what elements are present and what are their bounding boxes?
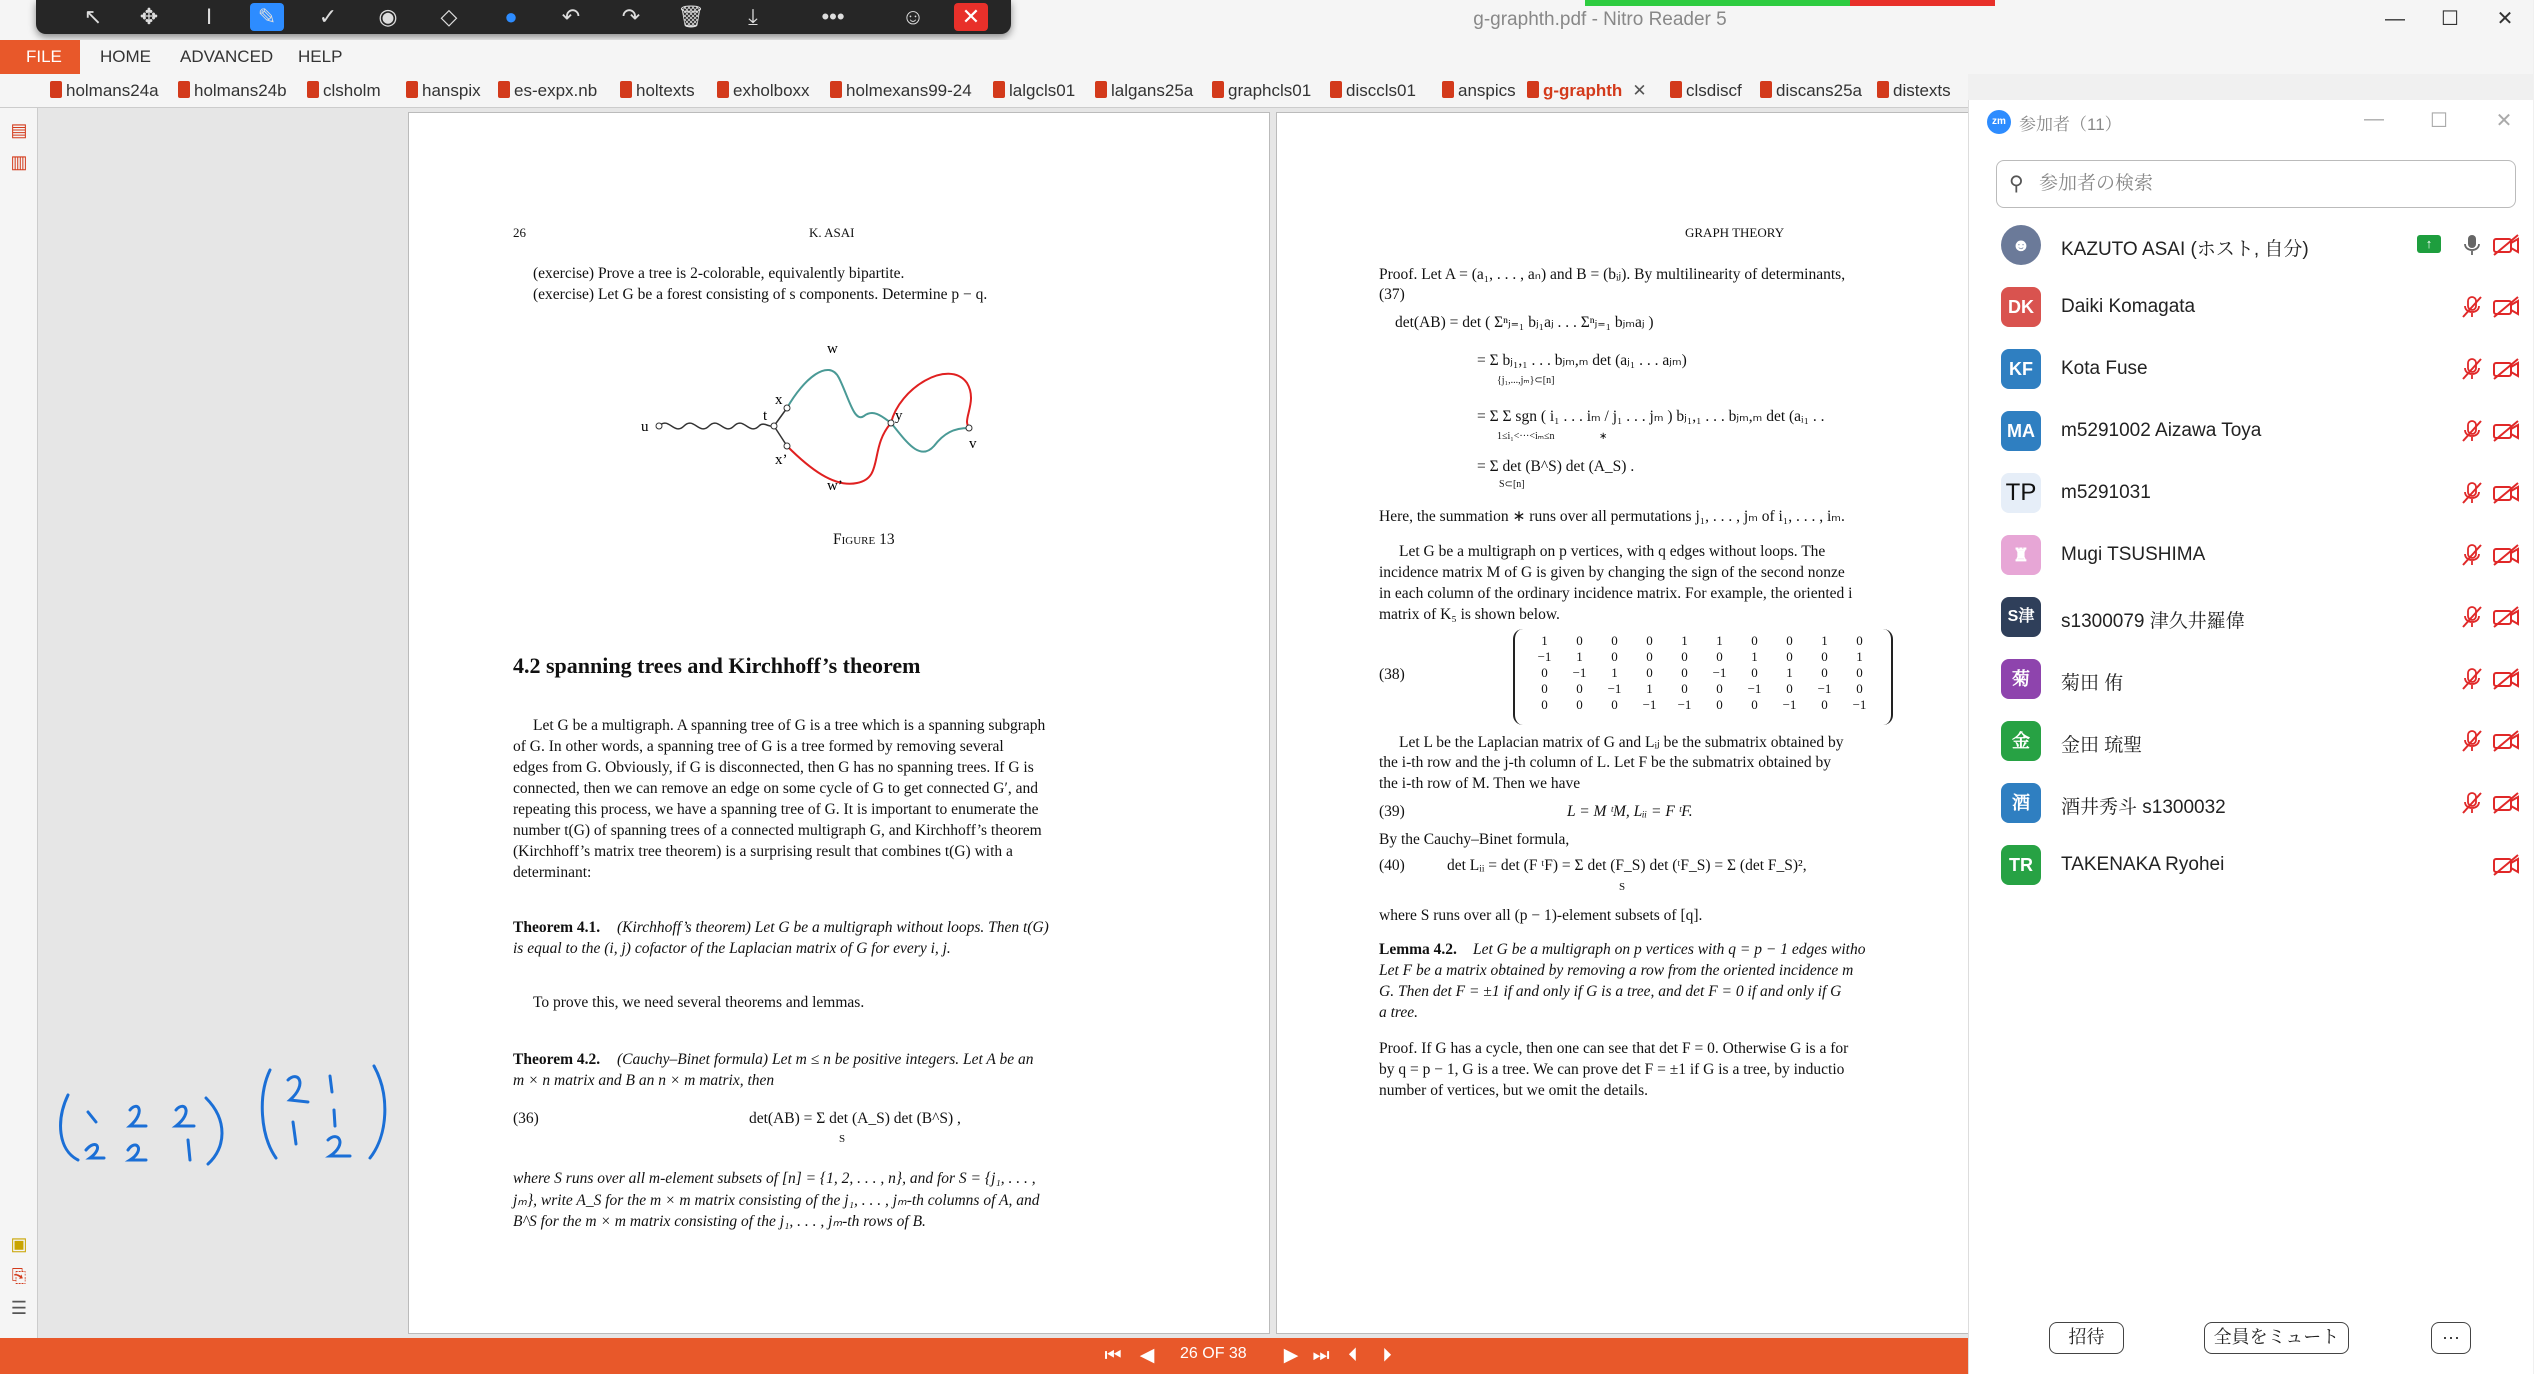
running-head: K. ASAI — [809, 225, 855, 240]
select-arrow-icon[interactable]: ↖ — [83, 4, 103, 29]
theorem-4-1-head: Theorem 4.1. — [513, 919, 601, 936]
para3-line: the i-th row and the j-th column of L. Let F be the submatrix obtained by — [1379, 754, 1831, 771]
vertex-xp — [784, 443, 790, 449]
matrix-cell: 0 — [1681, 681, 1688, 696]
download-icon[interactable]: ⤓ — [748, 4, 758, 29]
theorem-4-2-head: Theorem 4.2. — [513, 1051, 601, 1068]
document-tabs — [0, 74, 1968, 108]
pdf-file-icon — [1760, 81, 1772, 98]
vertex-x — [784, 405, 790, 411]
pdf-page-right — [1276, 112, 1976, 1334]
matrix-cell: 0 — [1646, 649, 1653, 664]
participant-row[interactable] — [1969, 338, 2534, 400]
edge-t-xp — [774, 426, 787, 446]
attachments-icon[interactable]: ⎘ — [11, 1266, 27, 1286]
vertex-t — [771, 423, 777, 429]
para1-line: connected, then we can remove an edge on some cycle of G to get connected G′, and — [513, 780, 1039, 797]
matrix-cell: −1 — [1852, 697, 1867, 712]
eq37-sub: S⊂[n] — [1499, 479, 1525, 490]
theorem-4-1-line: is equal to the (i, j) cofactor of the Laplacian matrix of G for every i, j. — [513, 940, 951, 957]
where-line: B^S for the m × m matrix consisting of the j₁, . . . , jₘ-th rows of B. — [513, 1213, 926, 1230]
para2-line: in each column of the ordinary incidence matrix. For example, the oriented i — [1379, 585, 1853, 602]
matrix-cell: 0 — [1856, 633, 1863, 648]
para1-line: of G. In other words, a spanning tree of G is a tree formed by removing several — [513, 738, 1004, 755]
color-icon[interactable]: ● — [504, 4, 518, 29]
incidence-matrix — [1513, 629, 1893, 725]
theorem-4-2-line: (Cauchy–Binet formula) Let m ≤ n be positive integers. Let A be an — [617, 1051, 1034, 1068]
where-s-text: where S runs over all (p − 1)-element subsets of [q]. — [1379, 907, 1703, 924]
menu-advanced[interactable]: ADVANCED — [180, 47, 274, 66]
eq39-formula: L = M ᵗM, Lᵢᵢ = F ᵗF. — [1567, 803, 1693, 820]
matrix-cell: −1 — [1572, 665, 1587, 680]
matrix-table — [1527, 633, 1877, 713]
figure-13-graph — [629, 338, 977, 494]
matrix-row — [1527, 665, 1877, 681]
label-w: w — [827, 341, 838, 357]
move-icon[interactable]: ✥ — [139, 4, 159, 29]
figure-caption: Figure 13 — [833, 531, 895, 548]
close-button[interactable]: ✕ — [2496, 8, 2514, 30]
matrix-cell: 0 — [1821, 697, 1828, 712]
text-cursor-icon[interactable]: I — [205, 4, 213, 29]
eq37-sub: 1≤i₁<···<iₘ≤n — [1497, 431, 1555, 442]
video-off-icon[interactable] — [2491, 294, 2521, 320]
mic-muted-icon[interactable] — [2459, 666, 2485, 692]
redo-icon[interactable]: ↷ — [621, 4, 641, 29]
matrix-cell: 0 — [1611, 697, 1618, 712]
video-off-icon[interactable] — [2491, 604, 2521, 630]
avatar: 金 — [2001, 721, 2041, 761]
label-xp: x’ — [775, 452, 788, 468]
pdf-file-icon — [178, 81, 190, 98]
handwritten-ink-annotation — [38, 1040, 398, 1170]
avatar: ♜ — [2001, 535, 2041, 575]
participant-name: m5291031 — [2061, 482, 2151, 503]
matrix-cell: 1 — [1541, 633, 1548, 648]
check-icon[interactable]: ✓ — [318, 4, 338, 29]
mic-muted-icon[interactable] — [2459, 542, 2485, 568]
participant-row[interactable] — [1969, 400, 2534, 462]
pdf-file-icon — [498, 81, 510, 98]
participant-row[interactable] — [1969, 586, 2534, 648]
participant-row[interactable] — [1969, 710, 2534, 772]
matrix-cell: 1 — [1821, 633, 1828, 648]
red-path-y-v — [891, 374, 971, 428]
matrix-row — [1527, 681, 1877, 697]
pdf-file-icon — [1330, 81, 1342, 98]
matrix-cell: 0 — [1716, 649, 1723, 664]
eq40-subscript: S — [1619, 881, 1626, 893]
avatar: TR — [2001, 845, 2041, 885]
tab-g-graphth[interactable]: g-graphth ✕ — [1527, 78, 1647, 104]
tab-anspics[interactable]: anspics — [1442, 78, 1516, 104]
label-t: t — [763, 408, 768, 424]
video-off-icon[interactable] — [2491, 542, 2521, 568]
pdf-file-icon — [620, 81, 632, 98]
eq37-number: (37) — [1379, 286, 1405, 303]
matrix-cell: 0 — [1786, 649, 1793, 664]
teal-path-y-v — [891, 423, 969, 452]
eq37-sub: {j₁,...,jₘ}⊂[n] — [1497, 375, 1555, 386]
tab-holmexans99-24[interactable]: holmexans99-24 — [830, 78, 972, 104]
matrix-row — [1527, 649, 1877, 665]
label-y: y — [895, 408, 903, 424]
video-off-icon[interactable] — [2491, 728, 2521, 754]
eq37-line: det(AB) = det ( Σⁿⱼ₌₁ bⱼ₁aⱼ . . . Σⁿⱼ₌₁ bⱼₘaⱼ ) — [1395, 314, 1654, 331]
matrix-cell: 1 — [1576, 649, 1583, 664]
panel-maximize-button[interactable]: ☐ — [2430, 110, 2448, 132]
para2-line: incidence matrix M of G is given by changing the sign of the second nonze — [1379, 564, 1845, 581]
avatar: DK — [2001, 287, 2041, 327]
video-off-icon[interactable] — [2491, 666, 2521, 692]
tab-clsdiscf[interactable]: clsdiscf — [1670, 78, 1742, 104]
comments-icon[interactable]: ▣ — [10, 1234, 28, 1254]
maximize-button[interactable]: ☐ — [2441, 8, 2459, 30]
eq39-number: (39) — [1379, 803, 1405, 820]
wavy-edge-u-t — [659, 423, 774, 429]
participant-name: Mugi TSUSHIMA — [2061, 544, 2206, 565]
matrix-cell: 1 — [1786, 665, 1793, 680]
lemma-line: a tree. — [1379, 1004, 1419, 1021]
matrix-cell: 0 — [1576, 681, 1583, 696]
label-u: u — [641, 419, 649, 435]
matrix-cell: 0 — [1716, 681, 1723, 696]
proof2-line: Proof. If G has a cycle, then one can see that det F = 0. Otherwise G is a for — [1379, 1040, 1849, 1057]
lemma-4-2-head: Lemma 4.2. — [1379, 941, 1457, 958]
matrix-cell: −1 — [1817, 681, 1832, 696]
matrix-cell: 0 — [1681, 649, 1688, 664]
avatar: ☻ — [2001, 225, 2041, 265]
participant-name: KAZUTO ASAI (ホスト, 自分) — [2061, 239, 2309, 260]
para3-line: Let L be the Laplacian matrix of G and Lᵢⱼ be the submatrix obtained by — [1399, 734, 1844, 751]
avatar: 菊 — [2001, 659, 2041, 699]
label-wp: w’ — [827, 478, 843, 494]
label-x: x — [775, 392, 783, 408]
panel-title: 参加者（11） — [2019, 115, 2122, 134]
matrix-cell: 0 — [1541, 665, 1548, 680]
matrix-cell: 0 — [1751, 665, 1758, 680]
pdf-file-icon — [993, 81, 1005, 98]
invite-button[interactable]: 招待 — [2049, 1322, 2124, 1354]
pdf-file-icon — [1095, 81, 1107, 98]
mic-muted-icon[interactable] — [2459, 728, 2485, 754]
matrix-cell: 1 — [1716, 633, 1723, 648]
mute-all-button[interactable]: 全員をミュート — [2204, 1322, 2349, 1354]
para3-line: the i-th row of M. Then we have — [1379, 775, 1581, 792]
participant-row[interactable] — [1969, 648, 2534, 710]
video-off-icon[interactable] — [2491, 356, 2521, 382]
tab-distexts[interactable]: distexts — [1877, 78, 1951, 104]
pdf-file-icon — [1212, 81, 1224, 98]
eq37-line: = Σ bⱼ₁,₁ . . . bⱼₘ,ₘ det (aⱼ₁ . . . aⱼₘ) — [1477, 352, 1687, 369]
pdf-file-icon — [830, 81, 842, 98]
eq37-line: = Σ det (B^S) det (A_S) . — [1477, 458, 1635, 475]
matrix-cell: 0 — [1786, 633, 1793, 648]
matrix-cell: 1 — [1681, 633, 1688, 648]
matrix-cell: 0 — [1681, 665, 1688, 680]
exercise-1: (exercise) Prove a tree is 2-colorable, equivalently bipartite. — [533, 265, 905, 282]
mic-muted-icon[interactable] — [2459, 356, 2485, 382]
avatar: TP — [2001, 473, 2041, 513]
summation-text: Here, the summation ∗ runs over all permutations j₁, . . . , jₘ of i₁, . . . , iₘ. — [1379, 508, 1845, 525]
close-tab-icon[interactable]: ✕ — [1632, 81, 1647, 100]
more-icon[interactable]: ••• — [821, 4, 845, 29]
screen-share-icon: ↑ — [2417, 235, 2441, 253]
matrix-cell: 1 — [1611, 665, 1618, 680]
eq37-line: = Σ Σ sgn ( i₁ . . . iₘ / j₁ . . . jₘ ) bⱼ₁,₁ . . . bⱼₘ,ₘ det (aᵢ₁ . . — [1477, 408, 1825, 425]
page-number: 26 — [513, 225, 526, 240]
matrix-cell: 1 — [1751, 649, 1758, 664]
mic-on-icon[interactable] — [2459, 232, 2485, 258]
status-bar — [0, 1338, 1968, 1374]
panel-minimize-button[interactable]: — — [2364, 108, 2384, 130]
label-v: v — [969, 436, 977, 452]
participant-name: 酒井秀斗 s1300032 — [2061, 797, 2226, 818]
tab-holmans24b[interactable]: holmans24b — [178, 78, 287, 104]
participant-search-input[interactable] — [1996, 160, 2516, 208]
mic-muted-icon[interactable] — [2459, 480, 2485, 506]
matrix-cell: 0 — [1786, 681, 1793, 696]
matrix-row — [1527, 697, 1877, 713]
participant-row[interactable] — [1969, 772, 2534, 834]
participant-name: TAKENAKA Ryohei — [2061, 854, 2225, 875]
para1-line: edges from G. Obviously, if G is disconnected, then G has no spanning trees. If G is — [513, 759, 1034, 776]
matrix-cell: 0 — [1541, 681, 1548, 696]
proof-line: Proof. Let A = (a₁, . . . , aₙ) and B = (bᵢⱼ). By multilinearity of determinants, — [1379, 266, 1846, 283]
last-page-icon[interactable]: ⏭ — [1312, 1345, 1330, 1366]
para1-line: number t(G) of spanning trees of a connected multigraph G, and Kirchhoff’s theorem — [513, 822, 1042, 839]
zoom-logo-icon: zm — [1987, 110, 2011, 134]
back-view-icon[interactable]: ⏴ — [1348, 1345, 1358, 1366]
minimize-button[interactable]: — — [2385, 8, 2405, 30]
exercise-2: (exercise) Let G be a forest consisting of s components. Determine p − q. — [533, 286, 988, 303]
para1-line: repeating this process, we have a spanning tree of G. It is important to enumerate the — [513, 801, 1039, 818]
pdf-file-icon — [50, 81, 62, 98]
search-placeholder: 参加者の検索 — [2039, 173, 2154, 194]
lemma-line: Let F be a matrix obtained by removing a row from the oriented incidence m — [1379, 962, 1854, 979]
forward-view-icon[interactable]: ⏵ — [1382, 1345, 1392, 1366]
mic-muted-icon[interactable] — [2459, 790, 2485, 816]
tab-graphcls01[interactable]: graphcls01 — [1212, 78, 1311, 104]
section-heading: 4.2 spanning trees and Kirchhoff’s theorem — [513, 653, 921, 678]
pdf-file-icon — [1877, 81, 1889, 98]
para1-line: (Kirchhoff’s matrix tree theorem) is a surprising result that combines t(G) with a — [513, 843, 1013, 860]
tab-lalgans25a[interactable]: lalgans25a — [1095, 78, 1193, 104]
to-prove-text: To prove this, we need several theorems and lemmas. — [533, 994, 865, 1011]
matrix-cell: 0 — [1856, 665, 1863, 680]
matrix-cell: −1 — [1537, 649, 1552, 664]
lemma-line: Let G be a multigraph on p vertices with q = p − 1 edges witho — [1473, 941, 1866, 958]
video-off-icon[interactable] — [2491, 232, 2521, 258]
more-options-button[interactable]: ··· — [2431, 1322, 2471, 1354]
window-title: g-graphth.pdf - Nitro Reader 5 — [1473, 9, 1727, 30]
tab-holtexts[interactable]: holtexts — [620, 78, 695, 104]
mic-muted-icon[interactable] — [2459, 418, 2485, 444]
theorem-4-1-line: (Kirchhoff’s theorem) Let G be a multigraph without loops. Then t(G) — [617, 919, 1049, 936]
video-off-icon[interactable] — [2491, 852, 2521, 878]
matrix-cell: 0 — [1751, 633, 1758, 648]
matrix-cell: 0 — [1821, 649, 1828, 664]
participant-row[interactable] — [1969, 462, 2534, 524]
avatar: S津 — [2001, 597, 2041, 637]
eq37-sub: ∗ — [1599, 431, 1608, 442]
eq40-number: (40) — [1379, 857, 1405, 874]
mic-muted-icon[interactable] — [2459, 604, 2485, 630]
cauchy-binet-text: By the Cauchy–Binet formula, — [1379, 831, 1570, 848]
tab-exholboxx[interactable]: exholboxx — [717, 78, 810, 104]
next-page-icon[interactable]: ▶ — [1283, 1345, 1299, 1366]
prev-page-icon[interactable]: ◀ — [1139, 1345, 1155, 1366]
where-line: where S runs over all m-element subsets of [n] = {1, 2, . . . , n}, and for S = {j₁, . . . , — [513, 1170, 1036, 1187]
matrix-cell: −1 — [1712, 665, 1727, 680]
pdf-file-icon — [1670, 81, 1682, 98]
eraser-icon[interactable]: ◇ — [440, 4, 458, 29]
eq40-formula: det Lᵢᵢ = det (F ᵗF) = Σ det (F_S) det (ᵗF_S) = Σ (det F_S)², — [1447, 857, 1807, 874]
ribbon-menu — [0, 40, 2533, 74]
undo-icon[interactable]: ↶ — [561, 4, 581, 29]
video-off-icon[interactable] — [2491, 480, 2521, 506]
eq36-subscript: S — [839, 1133, 846, 1145]
teal-path-w — [787, 370, 891, 423]
where-line: jₘ}, write A_S for the m × m matrix consisting of the j₁, . . . , jₘ-th columns of A, and — [513, 1192, 1040, 1209]
matrix-cell: 0 — [1541, 697, 1548, 712]
matrix-cell: 0 — [1576, 633, 1583, 648]
matrix-cell: 0 — [1751, 697, 1758, 712]
matrix-cell: 0 — [1716, 697, 1723, 712]
matrix-cell: 0 — [1576, 697, 1583, 712]
matrix-cell: 0 — [1821, 665, 1828, 680]
matrix-cell: 0 — [1856, 681, 1863, 696]
delete-icon[interactable]: 🗑 — [677, 4, 705, 29]
menu-file[interactable]: FILE — [0, 40, 80, 74]
tab-disccls01[interactable]: disccls01 — [1330, 78, 1416, 104]
participant-row[interactable] — [1969, 524, 2534, 586]
stamp-icon[interactable]: ◉ — [378, 4, 398, 29]
participant-name: 金田 琉聖 — [2061, 735, 2143, 756]
participant-row[interactable] — [1969, 214, 2534, 276]
eq36-formula: det(AB) = Σ det (A_S) det (B^S) , — [749, 1110, 961, 1127]
tab-discans25a[interactable]: discans25a — [1760, 78, 1862, 104]
pdf-file-icon — [307, 81, 319, 98]
lemma-line: G. Then det F = ±1 if and only if G is a tree, and det F = 0 if and only if G — [1379, 983, 1842, 1000]
matrix-cell: −1 — [1607, 681, 1622, 696]
menu-help[interactable]: HELP — [298, 47, 343, 66]
participant-name: m5291002 Aizawa Toya — [2061, 420, 2262, 441]
pdf-page-left — [408, 112, 1270, 1334]
matrix-cell: 1 — [1856, 649, 1863, 664]
para2-line: matrix of K₅ is shown below. — [1379, 606, 1560, 623]
pdf-file-icon — [717, 81, 729, 98]
bookmarks-icon[interactable]: ▥ — [10, 152, 28, 172]
avatar: MA — [2001, 411, 2041, 451]
tab-holmans24a[interactable]: holmans24a — [50, 78, 159, 104]
tab-lalgcls01[interactable]: lalgcls01 — [993, 78, 1075, 104]
menu-home[interactable]: HOME — [100, 47, 151, 66]
matrix-cell: −1 — [1677, 697, 1692, 712]
annotation-toolbar — [36, 0, 1011, 34]
theorem-4-2-line: m × n matrix and B an n × m matrix, then — [513, 1072, 775, 1089]
proof2-line: by q = p − 1, G is a tree. We can prove det F = ±1 if G is a tree, by inductio — [1379, 1061, 1845, 1078]
matrix-cell: −1 — [1747, 681, 1762, 696]
matrix-cell: 1 — [1646, 681, 1653, 696]
matrix-cell: 0 — [1646, 665, 1653, 680]
vertex-v — [966, 425, 972, 431]
matrix-cell: 0 — [1646, 633, 1653, 648]
left-toolbar — [0, 108, 38, 1338]
participants-icon[interactable]: ☺ — [901, 4, 925, 29]
eq38-number: (38) — [1379, 666, 1405, 683]
participants-panel — [1968, 100, 2533, 1374]
participant-row[interactable] — [1969, 276, 2534, 338]
fields-icon[interactable]: ☰ — [10, 1298, 28, 1318]
vertex-y — [888, 420, 894, 426]
vertex-u — [656, 423, 662, 429]
video-off-icon[interactable] — [2491, 790, 2521, 816]
progress-bar-red — [1850, 0, 1995, 6]
participant-name: Daiki Komagata — [2061, 296, 2196, 317]
para1-line: determinant: — [513, 864, 592, 881]
tab-clsholm[interactable]: clsholm — [307, 78, 381, 104]
pages-icon[interactable]: ▤ — [10, 120, 28, 140]
progress-bar-green — [1585, 0, 1850, 6]
tab-es-expx[interactable]: es-expx.nb — [498, 78, 597, 104]
eq36-number: (36) — [513, 1110, 539, 1127]
mic-muted-icon[interactable] — [2459, 294, 2485, 320]
pdf-file-icon — [406, 81, 418, 98]
tab-hanspix[interactable]: hanspix — [406, 78, 481, 104]
participant-name: 菊田 侑 — [2061, 673, 2124, 694]
matrix-cell: −1 — [1642, 697, 1657, 712]
close-toolbar-icon[interactable]: ✕ — [954, 3, 988, 31]
red-path-wp — [787, 423, 891, 484]
avatar: 酒 — [2001, 783, 2041, 823]
matrix-row — [1527, 633, 1877, 649]
matrix-cell: 0 — [1611, 633, 1618, 648]
participant-name: Kota Fuse — [2061, 358, 2148, 379]
search-icon: ⚲ — [2009, 173, 2024, 195]
participant-name: s1300079 津久井羅偉 — [2061, 611, 2245, 632]
pdf-file-icon — [1442, 81, 1454, 98]
pdf-file-icon — [1527, 81, 1539, 98]
matrix-cell: 0 — [1611, 649, 1618, 664]
para2-line: Let G be a multigraph on p vertices, with q edges without loops. The — [1399, 543, 1826, 560]
panel-close-button[interactable]: ✕ — [2495, 110, 2513, 132]
first-page-icon[interactable]: ⏮ — [1104, 1345, 1122, 1366]
running-head-right: GRAPH THEORY — [1685, 225, 1785, 240]
page-counter[interactable]: 26 OF 38 — [1180, 1345, 1247, 1362]
pen-icon[interactable]: ✎ — [250, 3, 284, 31]
para1-line: Let G be a multigraph. A spanning tree of G is a tree which is a spanning subgraph — [533, 717, 1046, 734]
proof2-line: number of vertices, but we omit the details. — [1379, 1082, 1649, 1099]
participant-row[interactable] — [1969, 834, 2534, 896]
matrix-cell: −1 — [1782, 697, 1797, 712]
video-off-icon[interactable] — [2491, 418, 2521, 444]
avatar: KF — [2001, 349, 2041, 389]
